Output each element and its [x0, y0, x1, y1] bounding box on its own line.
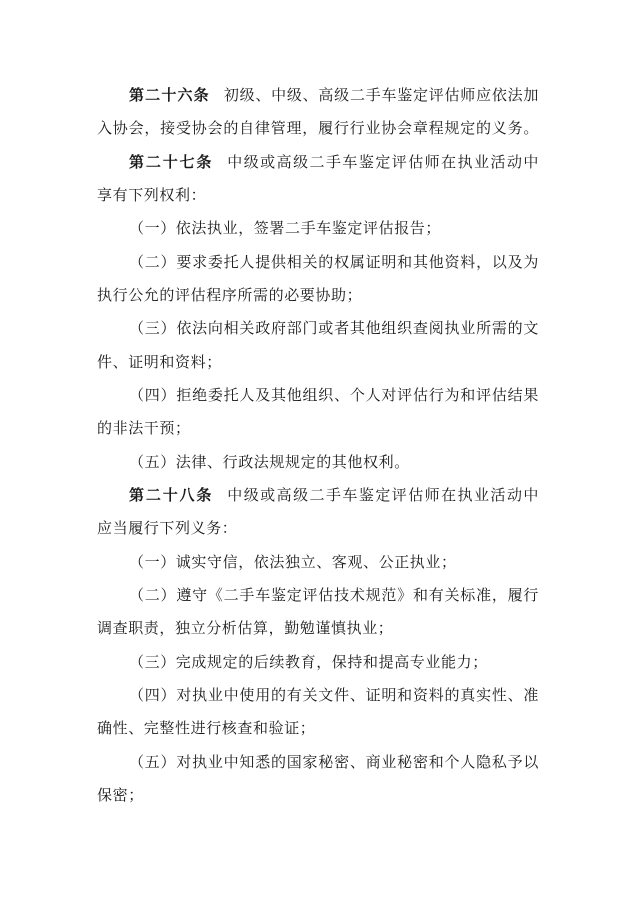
article-27-item-3-line-2: 件、证明和资料； — [97, 353, 222, 371]
article-27-item-2-line-1: （二）要求委托人提供相关的权属证明和其他资料，以及为 — [129, 253, 539, 271]
article-27-item-3-line-1: （三）依法向相关政府部门或者其他组织查阅执业所需的文 — [129, 319, 539, 337]
article-27-item-2-line-2: 执行公允的评估程序所需的必要协助； — [97, 286, 363, 304]
article-28-item-4-line-1: （四）对执业中使用的有关文件、证明和资料的真实性、准 — [129, 686, 539, 704]
article-27-line-2: 享有下列权利： — [97, 186, 207, 204]
article-26-heading: 第二十六条 — [129, 86, 210, 104]
article-28-item-5-line-2: 保密； — [97, 786, 144, 804]
article-28-item-5-line-1: （五）对执业中知悉的国家秘密、商业秘密和个人隐私予以 — [129, 753, 539, 771]
article-27-text: 中级或高级二手车鉴定评估师在执业活动中 — [227, 153, 539, 171]
article-28-line-2: 应当履行下列义务： — [97, 519, 238, 537]
article-27-item-1: （一）依法执业，签署二手车鉴定评估报告； — [129, 219, 442, 237]
article-28-item-4-line-2: 确性、完整性进行核查和验证； — [97, 719, 316, 737]
article-28-line-1 — [129, 483, 539, 507]
article-28-item-3: （三）完成规定的后续教育，保持和提高专业能力； — [129, 653, 488, 671]
article-28-item-2-line-2: 调查职责，独立分析估算，勤勉谨慎执业； — [97, 619, 394, 637]
article-27-item-5: （五）法律、行政法规规定的其他权利。 — [129, 453, 410, 471]
article-26-text: 初级、中级、高级二手车鉴定评估师应依法加 — [223, 86, 539, 104]
article-28-heading: 第二十八条 — [129, 486, 214, 504]
article-28-text: 中级或高级二手车鉴定评估师在执业活动中 — [227, 486, 539, 504]
article-27-item-4-line-1: （四）拒绝委托人及其他组织、个人对评估行为和评估结果 — [129, 386, 539, 404]
article-27-item-4-line-2: 的非法干预； — [97, 419, 191, 437]
article-28-item-2-line-1: （二）遵守《二手车鉴定评估技术规范》和有关标准，履行 — [129, 586, 539, 604]
article-26-line-1 — [129, 83, 539, 107]
article-27-heading: 第二十七条 — [129, 153, 214, 171]
article-28-item-1: （一）诚实守信，依法独立、客观、公正执业； — [129, 553, 457, 571]
article-27-line-1 — [129, 150, 539, 174]
article-26-line-2: 入协会，接受协会的自律管理，履行行业协会章程规定的义务。 — [97, 119, 539, 137]
